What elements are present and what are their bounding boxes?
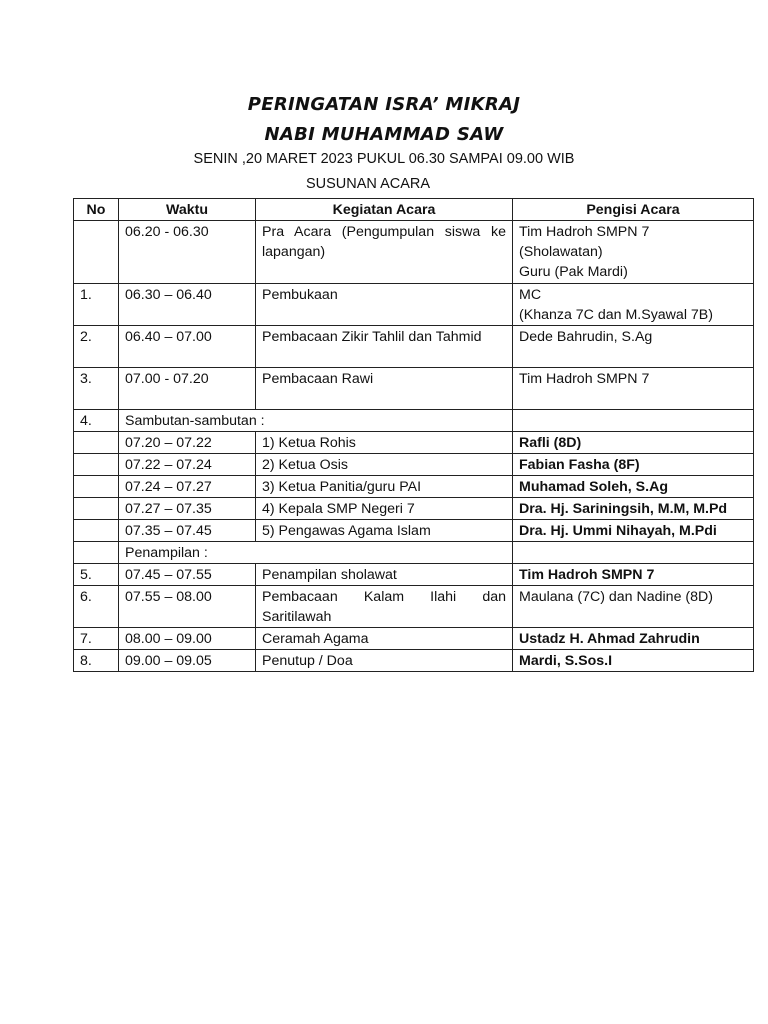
cell-activity: Pembacaan Rawi [256, 368, 513, 410]
cell-no: 7. [74, 628, 119, 650]
group-label: Sambutan-sambutan : [119, 410, 513, 432]
cell-no [74, 476, 119, 498]
cell-performer: Mardi, S.Sos.I [513, 650, 754, 672]
table-row [74, 586, 754, 628]
table-row [74, 221, 754, 284]
cell-no: 8. [74, 650, 119, 672]
cell-no: 3. [74, 368, 119, 410]
performer-line: Guru (Pak Mardi) [519, 264, 628, 280]
performer-line: MC [519, 287, 542, 303]
table-row [74, 432, 754, 454]
cell-performer: Dede Bahrudin, S.Ag [513, 326, 754, 368]
cell-performer: Dra. Hj. Sariningsih, M.M, M.Pd [513, 498, 754, 520]
cell-performer [513, 410, 754, 432]
cell-performer: Tim Hadroh SMPN 7 [513, 564, 754, 586]
cell-activity: 4) Kepala SMP Negeri 7 [256, 498, 513, 520]
table-group-row [74, 542, 754, 564]
cell-performer: Dra. Hj. Ummi Nihayah, M.Pdi [513, 520, 754, 542]
section-title: SUSUNAN ACARA [305, 176, 431, 192]
table-row [74, 368, 754, 410]
cell-time: 09.00 – 09.05 [119, 650, 256, 672]
cell-activity: Penutup / Doa [256, 650, 513, 672]
cell-time: 07.55 – 08.00 [119, 586, 256, 628]
cell-performer: Fabian Fasha (8F) [513, 454, 754, 476]
table-row [74, 650, 754, 672]
cell-activity: 5) Pengawas Agama Islam [256, 520, 513, 542]
cell-no: 6. [74, 586, 119, 628]
table-row [74, 454, 754, 476]
document-title-line-1: PERINGATAN ISRA’ MIKRAJ [247, 94, 521, 115]
cell-time: 08.00 – 09.00 [119, 628, 256, 650]
cell-time: 07.20 – 07.22 [119, 432, 256, 454]
cell-time: 07.45 – 07.55 [119, 564, 256, 586]
cell-time: 07.22 – 07.24 [119, 454, 256, 476]
performer-line: Tim Hadroh SMPN 7 [519, 224, 650, 240]
cell-no: 2. [74, 326, 119, 368]
cell-performer [513, 542, 754, 564]
cell-performer: Rafli (8D) [513, 432, 754, 454]
cell-performer: Maulana (7C) dan Nadine (8D) [513, 586, 754, 628]
cell-activity: 3) Ketua Panitia/guru PAI [256, 476, 513, 498]
cell-no: 5. [74, 564, 119, 586]
performer-line: (Sholawatan) [519, 244, 603, 260]
cell-no [74, 432, 119, 454]
cell-activity: Ceramah Agama [256, 628, 513, 650]
cell-performer [513, 221, 754, 284]
cell-no [74, 454, 119, 476]
table-row [74, 520, 754, 542]
cell-no [74, 498, 119, 520]
cell-performer: Muhamad Soleh, S.Ag [513, 476, 754, 498]
cell-no: 4. [74, 410, 119, 432]
cell-time: 07.35 – 07.45 [119, 520, 256, 542]
cell-time: 07.27 – 07.35 [119, 498, 256, 520]
cell-activity: Pembukaan [256, 284, 513, 326]
cell-performer: Tim Hadroh SMPN 7 [513, 368, 754, 410]
table-row [74, 564, 754, 586]
agenda-table [73, 198, 754, 672]
document-title-line-2: NABI MUHAMMAD SAW [264, 124, 504, 145]
table-row [74, 284, 754, 326]
cell-time: 06.40 – 07.00 [119, 326, 256, 368]
column-header-time: Waktu [119, 199, 256, 221]
cell-no: 1. [74, 284, 119, 326]
table-row [74, 476, 754, 498]
event-date-time: SENIN ,20 MARET 2023 PUKUL 06.30 SAMPAI 09.00 WIB [193, 151, 575, 167]
cell-activity: 1) Ketua Rohis [256, 432, 513, 454]
cell-activity: 2) Ketua Osis [256, 454, 513, 476]
table-row [74, 326, 754, 368]
column-header-performer: Pengisi Acara [513, 199, 754, 221]
group-label: Penampilan : [119, 542, 513, 564]
table-header-row [74, 199, 754, 221]
cell-time: 07.00 - 07.20 [119, 368, 256, 410]
performer-line: (Khanza 7C dan M.Syawal 7B) [519, 307, 713, 323]
cell-activity: Penampilan sholawat [256, 564, 513, 586]
cell-no [74, 542, 119, 564]
cell-activity: Pembacaan Zikir Tahlil dan Tahmid [256, 326, 513, 368]
cell-performer [513, 284, 754, 326]
cell-performer: Ustadz H. Ahmad Zahrudin [513, 628, 754, 650]
table-row [74, 498, 754, 520]
table-row [74, 628, 754, 650]
table-group-row [74, 410, 754, 432]
cell-no [74, 221, 119, 284]
column-header-no: No [74, 199, 119, 221]
cell-no [74, 520, 119, 542]
cell-time: 06.20 - 06.30 [119, 221, 256, 284]
cell-activity: Pembacaan Kalam Ilahi dan Saritilawah [256, 586, 513, 628]
cell-time: 07.24 – 07.27 [119, 476, 256, 498]
column-header-activity: Kegiatan Acara [256, 199, 513, 221]
cell-time: 06.30 – 06.40 [119, 284, 256, 326]
cell-activity: Pra Acara (Pengumpulan siswa ke lapangan) [256, 221, 513, 284]
